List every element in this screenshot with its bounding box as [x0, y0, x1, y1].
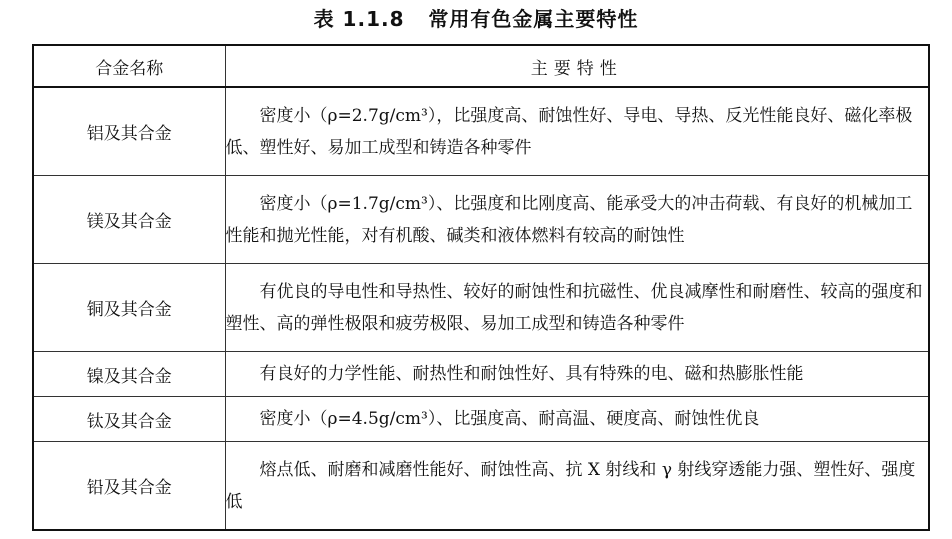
- alloy-name-cell: 钛及其合金: [33, 397, 225, 442]
- column-header-alloy-name: 合金名称: [33, 45, 225, 87]
- properties-table: [32, 44, 930, 531]
- properties-cell: 有优良的导电性和导热性、较好的耐蚀性和抗磁性、优良减摩性和耐磨性、较高的强度和塑性、高的弹性极限和疲劳极限、易加工成型和铸造各种零件: [225, 264, 929, 352]
- alloy-name-cell: 镁及其合金: [33, 176, 225, 264]
- alloy-name-cell: 铜及其合金: [33, 264, 225, 352]
- properties-cell: 有良好的力学性能、耐热性和耐蚀性好、具有特殊的电、磁和热膨胀性能: [225, 352, 929, 397]
- column-header-main-properties: 主要特性: [225, 45, 929, 87]
- alloy-name-cell: 镍及其合金: [33, 352, 225, 397]
- alloy-name-cell: 铝及其合金: [33, 87, 225, 176]
- table-row: [33, 442, 929, 531]
- alloy-name-cell: 铅及其合金: [33, 442, 225, 531]
- properties-cell: 熔点低、耐磨和减磨性能好、耐蚀性高、抗 X 射线和 γ 射线穿透能力强、塑性好、强度低: [225, 442, 929, 531]
- table-header-row: [33, 45, 929, 87]
- table-row: [33, 176, 929, 264]
- table-title: 表 1.1.8 常用有色金属主要特性: [313, 7, 639, 31]
- table-row: [33, 352, 929, 397]
- properties-cell: 密度小（ρ=4.5g/cm³）、比强度高、耐高温、硬度高、耐蚀性优良: [225, 397, 929, 442]
- table-row: [33, 397, 929, 442]
- table-row: [33, 264, 929, 352]
- table-row: [33, 87, 929, 176]
- properties-cell: 密度小（ρ=1.7g/cm³）、比强度和比刚度高、能承受大的冲击荷载、有良好的机械加工性能和抛光性能，对有机酸、碱类和液体燃料有较高的耐蚀性: [225, 176, 929, 264]
- properties-cell: 密度小（ρ=2.7g/cm³），比强度高、耐蚀性好、导电、导热、反光性能良好、磁化率极低、塑性好、易加工成型和铸造各种零件: [225, 87, 929, 176]
